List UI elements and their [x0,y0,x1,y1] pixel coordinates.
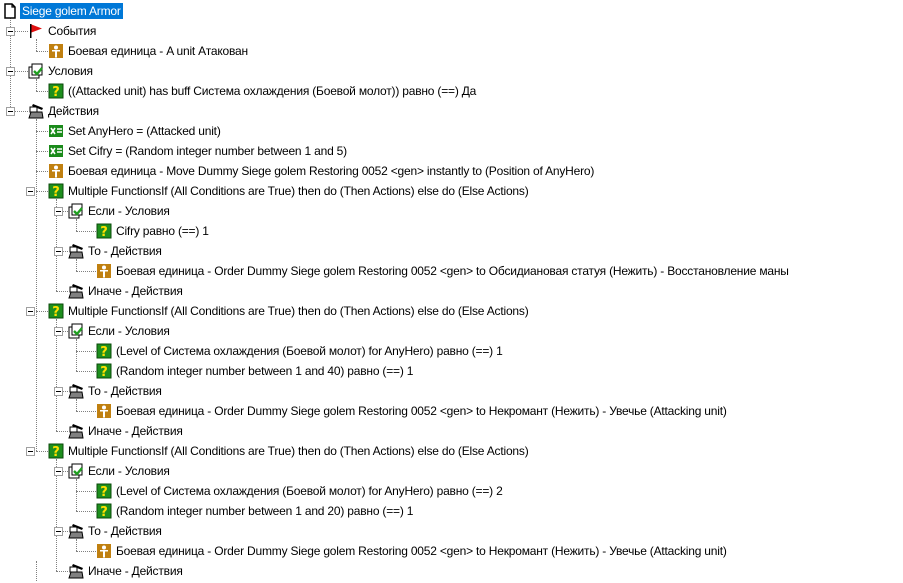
collapse-toggle[interactable] [26,187,35,196]
tree-connector [36,131,48,132]
tree-node[interactable] [0,61,903,81]
tree-node-label: То - Действия [88,524,162,538]
actions-icon [68,523,84,539]
tree-node-label: Боевая единица - A unit Атакован [68,44,248,58]
conditions-icon [68,203,84,219]
tree-connector [36,311,48,312]
question-icon [96,483,112,499]
tree-connector [36,51,48,52]
tree-node[interactable] [0,421,903,441]
tree-node[interactable] [0,81,903,101]
actions-icon [28,103,44,119]
tree-node-label: Действия [48,104,99,118]
actions-icon [68,243,84,259]
tree-node-label: (Random integer number between 1 and 40) равно (==) 1 [116,364,414,378]
tree-node[interactable] [0,481,903,501]
unit-icon [96,543,112,559]
set-variable-icon [48,123,64,139]
tree-node[interactable] [0,201,903,221]
tree-connector [76,231,96,232]
tree-node-label: Multiple FunctionsIf (All Conditions are True) then do (Then Actions) else do (Else Actions) [68,444,529,458]
tree-node[interactable] [0,1,903,21]
question-icon [48,183,64,199]
collapse-toggle[interactable] [26,307,35,316]
tree-connector [76,411,96,412]
tree-node[interactable] [0,321,903,341]
tree-node[interactable] [0,21,903,41]
tree-node-label: Set Cifry = (Random integer number between 1 and 5) [68,144,347,158]
tree-node-label: Cifry равно (==) 1 [116,224,209,238]
tree-node-label: Если - Условия [88,204,170,218]
svg-text:?: ? [52,85,60,99]
tree-node-label: События [48,24,97,38]
actions-icon [68,283,84,299]
tree-node-label: Боевая единица - Order Dummy Siege golem Restoring 0052 <gen> to Некромант (Нежить) - Увечье (Attacking unit) [116,404,727,418]
tree-node[interactable] [0,141,903,161]
question-icon [48,443,64,459]
unit-icon [96,403,112,419]
tree-node[interactable] [0,461,903,481]
tree-node[interactable] [0,561,903,581]
tree-connector [36,171,48,172]
collapse-toggle[interactable] [54,387,63,396]
svg-text:?: ? [100,365,108,379]
tree-node-label: То - Действия [88,244,162,258]
tree-node-label: То - Действия [88,384,162,398]
tree-node-label: Siege golem Armor [22,4,121,18]
question-icon [96,223,112,239]
tree-connector [76,271,96,272]
svg-text:?: ? [52,185,60,199]
tree-node-label: Multiple FunctionsIf (All Conditions are True) then do (Then Actions) else do (Else Actions) [68,184,529,198]
tree-node-label: Боевая единица - Move Dummy Siege golem Restoring 0052 <gen> instantly to (Position of AnyHero) [68,164,595,178]
svg-text:?: ? [100,485,108,499]
question-icon [96,363,112,379]
tree-node-label: (Level of Система охлаждения (Боевой молот) for AnyHero) равно (==) 2 [116,484,503,498]
tree-node-label: Иначе - Действия [88,564,183,578]
tree-node[interactable] [0,341,903,361]
tree-connector [56,291,68,292]
tree-node-label: Multiple FunctionsIf (All Conditions are True) then do (Then Actions) else do (Else Actions) [68,304,529,318]
collapse-toggle[interactable] [6,107,15,116]
tree-connector [76,351,96,352]
tree-node[interactable] [0,161,903,181]
tree-node-label: Боевая единица - Order Dummy Siege golem Restoring 0052 <gen> to Обсидиановая статуя (Нежить) - Восстановление маны [116,264,789,278]
actions-icon [68,423,84,439]
collapse-toggle[interactable] [54,327,63,336]
question-icon [48,303,64,319]
question-icon [48,83,64,99]
tree-node[interactable] [0,301,903,321]
tree-node[interactable] [0,361,903,381]
tree-node-label: Set AnyHero = (Attacked unit) [68,124,221,138]
actions-icon [68,563,84,579]
tree-node[interactable] [0,541,903,561]
collapse-toggle[interactable] [54,527,63,536]
tree-node[interactable] [0,121,903,141]
collapse-toggle[interactable] [26,447,35,456]
question-icon [96,503,112,519]
actions-icon [68,383,84,399]
collapse-toggle[interactable] [6,67,15,76]
tree-node[interactable] [0,441,903,461]
collapse-toggle[interactable] [54,467,63,476]
tree-node-label: Иначе - Действия [88,424,183,438]
tree-connector [36,191,48,192]
svg-text:?: ? [100,225,108,239]
svg-text:?: ? [100,345,108,359]
tree-node[interactable] [0,501,903,521]
tree-connector [56,431,68,432]
svg-text:?: ? [100,505,108,519]
collapse-toggle[interactable] [6,27,15,36]
tree-node-label: (Random integer number between 1 and 20) равно (==) 1 [116,504,414,518]
conditions-icon [68,323,84,339]
tree-connector [36,91,48,92]
unit-icon [48,43,64,59]
tree-node[interactable] [0,221,903,241]
tree-connector [76,511,96,512]
set-variable-icon [48,143,64,159]
tree-node-label: Условия [48,64,93,78]
tree-node-label: Если - Условия [88,324,170,338]
tree-node[interactable] [0,101,903,121]
tree-node-label: (Level of Система охлаждения (Боевой молот) for AnyHero) равно (==) 1 [116,344,503,358]
tree-node[interactable] [0,381,903,401]
tree-connector [56,571,68,572]
tree-node-label: Иначе - Действия [88,284,183,298]
tree-node-label: ((Attacked unit) has buff Система охлаждения (Боевой молот)) равно (==) Да [68,84,477,98]
unit-icon [96,263,112,279]
tree-connector [36,151,48,152]
tree-node-label: Если - Условия [88,464,170,478]
unit-icon [48,163,64,179]
svg-text:?: ? [52,445,60,459]
conditions-icon [28,63,44,79]
tree-node-label: Боевая единица - Order Dummy Siege golem Restoring 0052 <gen> to Некромант (Нежить) - Увечье (Attacking unit) [116,544,727,558]
tree-connector [36,451,48,452]
tree-connector [76,371,96,372]
tree-node[interactable] [0,401,903,421]
tree-connector [76,491,96,492]
tree-node[interactable] [0,281,903,301]
conditions-icon [68,463,84,479]
tree-node[interactable] [0,261,903,281]
tree-node[interactable] [0,41,903,61]
tree-connector [76,551,96,552]
svg-text:?: ? [52,305,60,319]
tree-node[interactable] [0,241,903,261]
event-flag-icon [28,23,44,39]
question-icon [96,343,112,359]
document-icon [2,3,18,19]
collapse-toggle[interactable] [54,247,63,256]
tree-node[interactable] [0,181,903,201]
tree-node[interactable] [0,521,903,541]
collapse-toggle[interactable] [54,207,63,216]
